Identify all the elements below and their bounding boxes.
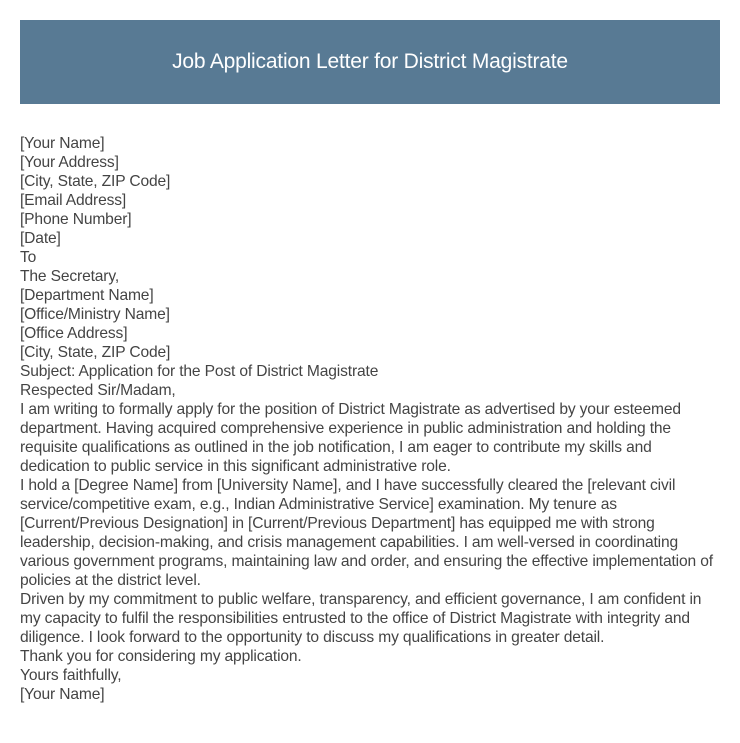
recipient-address: [Office Address] [20,325,128,342]
sender-name: [Your Name] [20,135,105,152]
signature: [Your Name] [20,686,105,703]
sign-off: Yours faithfully, [20,667,122,684]
letter-date: [Date] [20,230,61,247]
sender-email: [Email Address] [20,192,127,209]
paragraph-intro: I am writing to formally apply for the position of District Magistrate as advertised by your esteemed department. Having acquired comprehensive experience in public administration and holding the requisite qualifications as outlined in the job notification, I am eager to contribute my skills and dedication to public service in this significant administrative role. [20,401,681,475]
sender-address: [Your Address] [20,154,119,171]
paragraph-commitment: Driven by my commitment to public welfare, transparency, and efficient governance, I am confident in my capacity to fulfil the responsibilities entrusted to the office of District Magistrate with integrity and diligence. I look forward to the opportunity to discuss my qualifications in greater detail. [20,591,702,646]
recipient-city-state-zip: [City, State, ZIP Code] [20,344,171,361]
recipient-office: [Office/Ministry Name] [20,306,170,323]
page-header [20,20,720,104]
letter-body [20,134,725,704]
closing-thanks: Thank you for considering my application. [20,648,302,665]
recipient-to: To [20,249,37,266]
paragraph-qualifications: I hold a [Degree Name] from [University Name], and I have successfully cleared the [relevant civil service/competitive exam, e.g., Indian Administrative Service] examination. My tenure as [Current/Previous Designation] in [Current/Previous Department] has equipped me with strong leadership, decision-making, and crisis management capabilities. I am well-versed in coordinating various government programs, maintaining law and order, and ensuring the effective implementation of policies at the district level. [20,477,713,589]
sender-city-state-zip: [City, State, ZIP Code] [20,173,171,190]
page-title: Job Application Letter for District Magistrate [172,50,568,73]
letter-subject: Subject: Application for the Post of District Magistrate [20,363,379,380]
recipient-title: The Secretary, [20,268,120,285]
recipient-department: [Department Name] [20,287,154,304]
sender-phone: [Phone Number] [20,211,132,228]
letter-salutation: Respected Sir/Madam, [20,382,176,399]
